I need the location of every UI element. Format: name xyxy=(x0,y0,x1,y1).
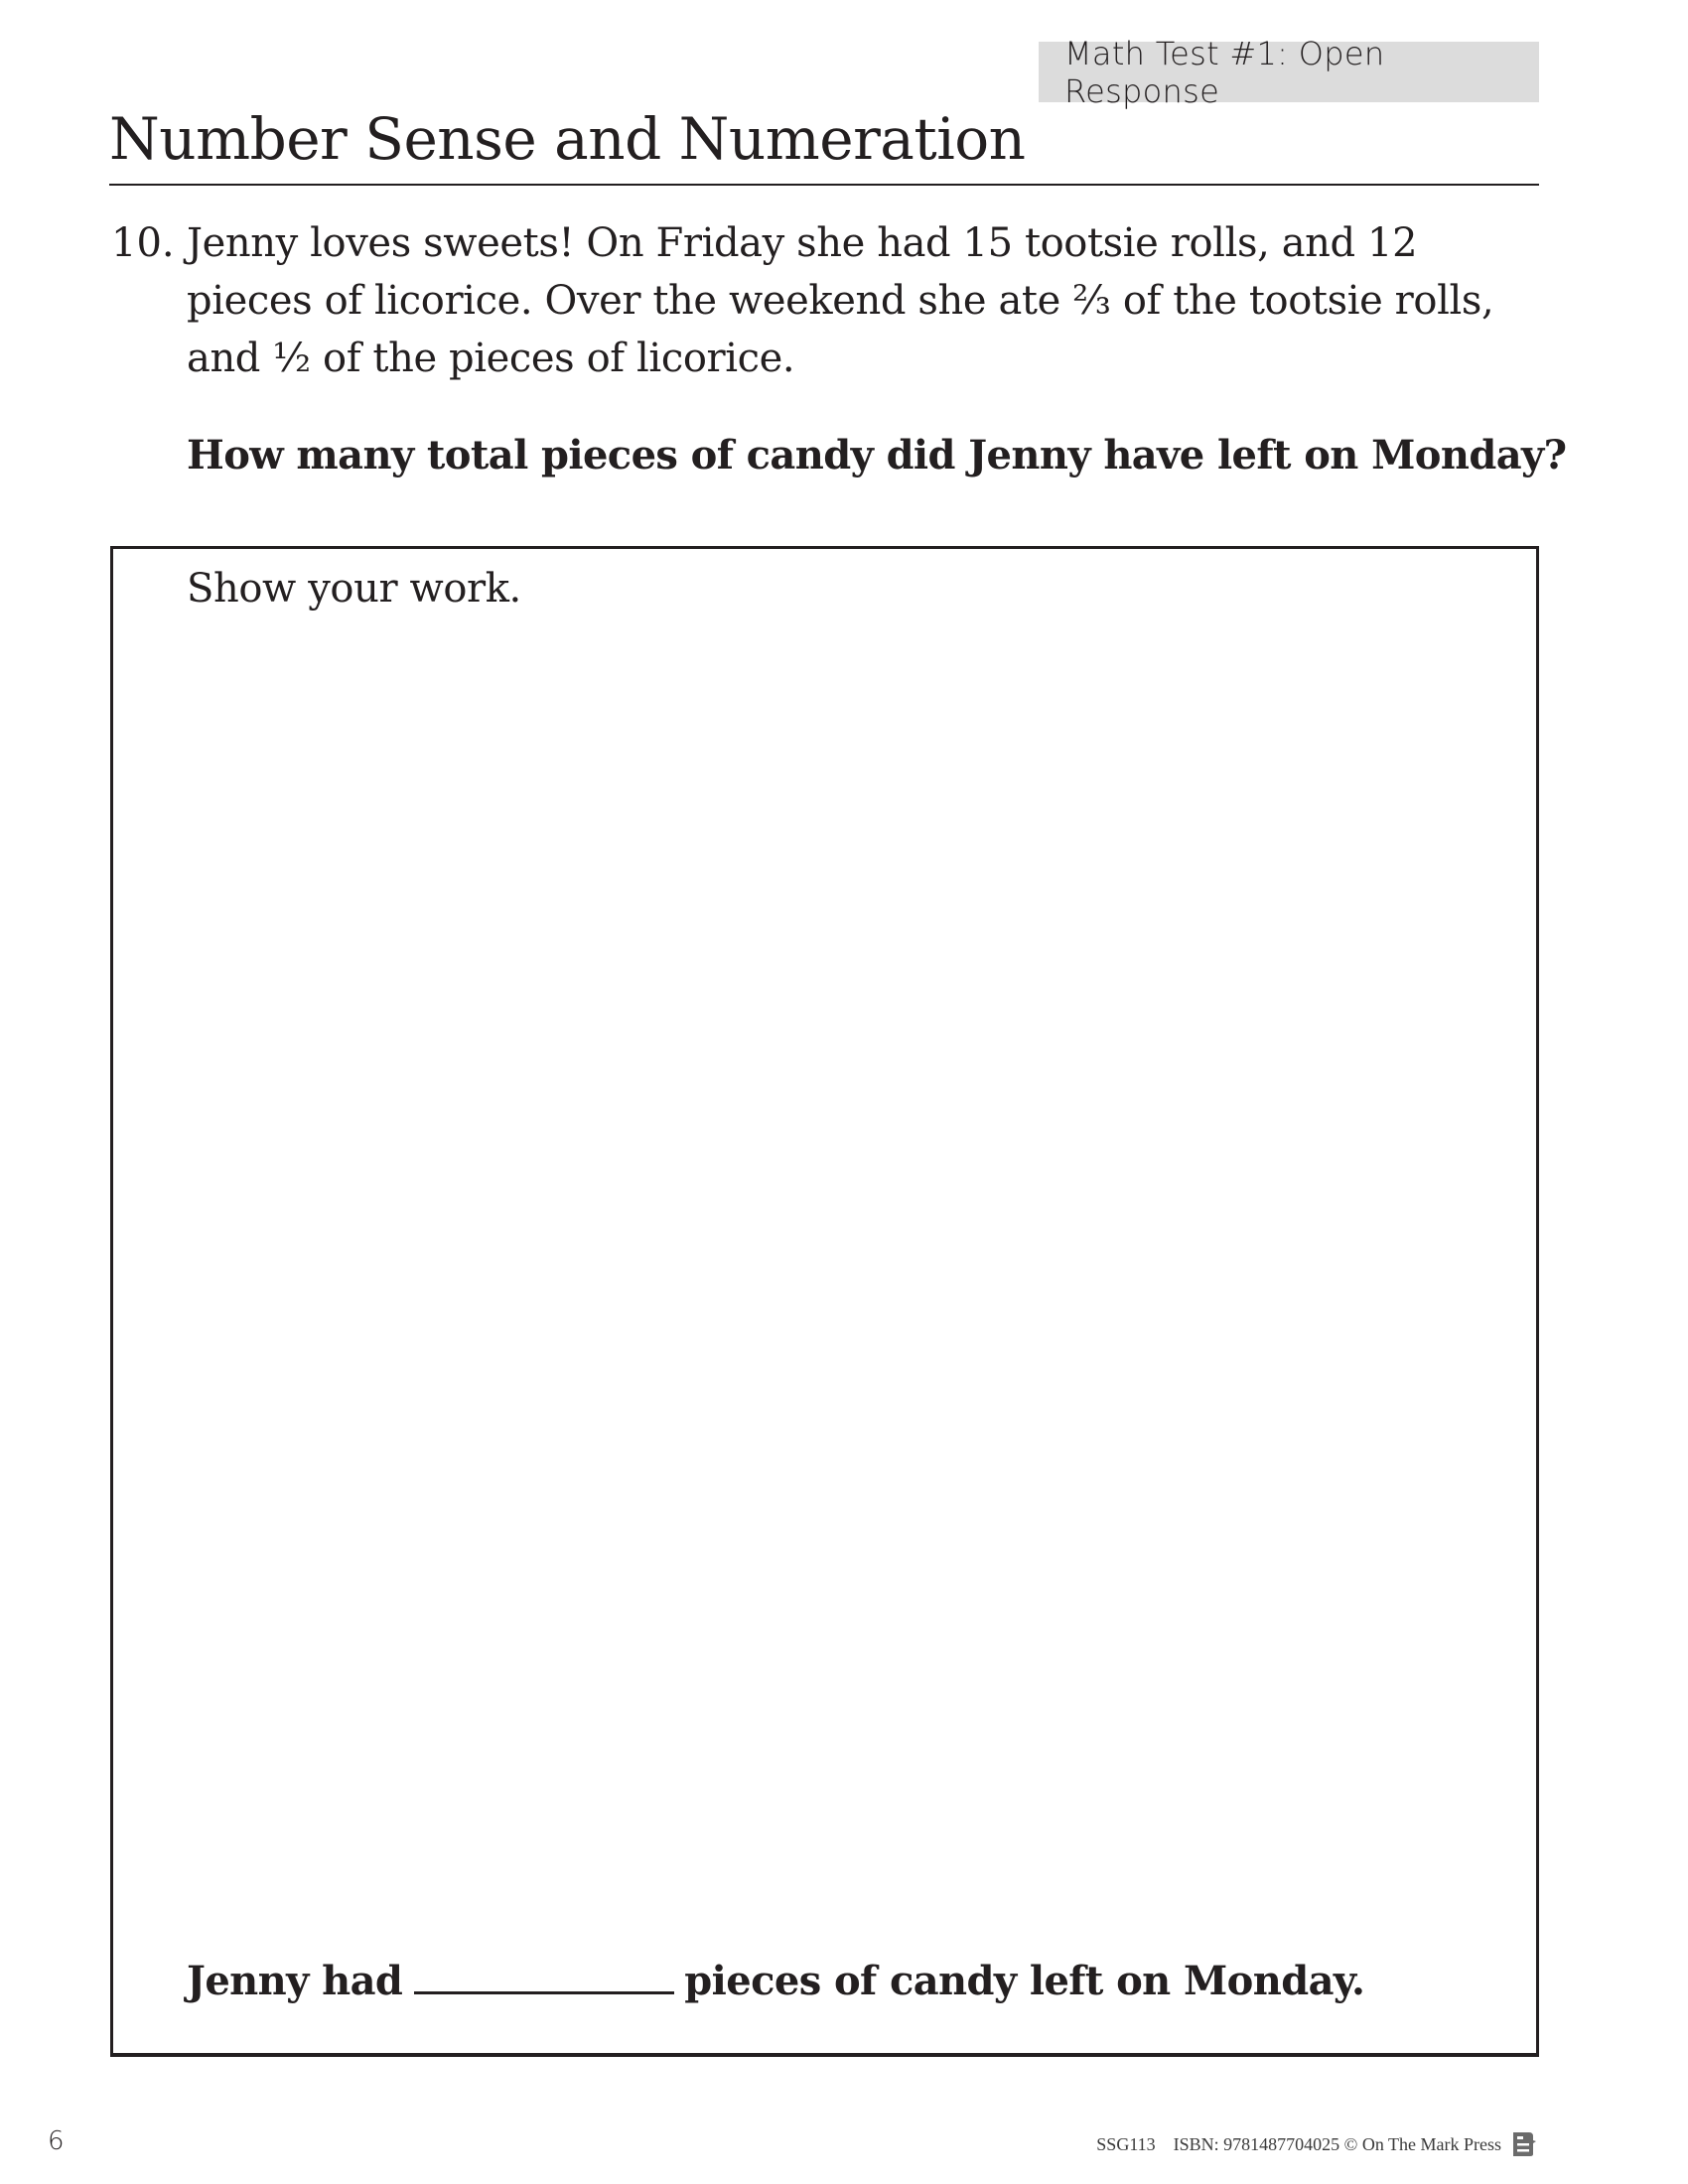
title-divider xyxy=(109,184,1539,186)
answer-suffix: pieces of candy left on Monday. xyxy=(684,1958,1365,2004)
isbn-copyright: ISBN: 9781487704025 © On The Mark Press xyxy=(1173,2133,1501,2154)
question-number: 10. xyxy=(111,220,175,266)
work-area-label: Show your work. xyxy=(187,566,521,612)
page-number: 6 xyxy=(48,2126,65,2156)
question-prompt: How many total pieces of candy did Jenny have left on Monday? xyxy=(187,432,1567,478)
section-tab-label: Math Test #1: Open Response xyxy=(1064,34,1385,110)
on-the-mark-press-logo-icon xyxy=(1511,2130,1537,2158)
product-code: SSG113 xyxy=(1096,2133,1156,2154)
question-text: Jenny loves sweets! On Friday she had 15 tootsie rolls, and 12 pieces of licorice. Over the weekend she ate ⅔ of the tootsie rolls, and ½ of the pieces of licorice. xyxy=(187,220,1494,381)
answer-sentence xyxy=(187,1953,1364,2010)
answer-prefix: Jenny had xyxy=(187,1958,403,2004)
page-title: Number Sense and Numeration xyxy=(109,105,1026,173)
work-area[interactable] xyxy=(110,546,1539,2057)
section-tab xyxy=(1039,34,1539,110)
answer-blank-field[interactable] xyxy=(414,1991,674,1994)
footer xyxy=(1096,2130,1537,2158)
